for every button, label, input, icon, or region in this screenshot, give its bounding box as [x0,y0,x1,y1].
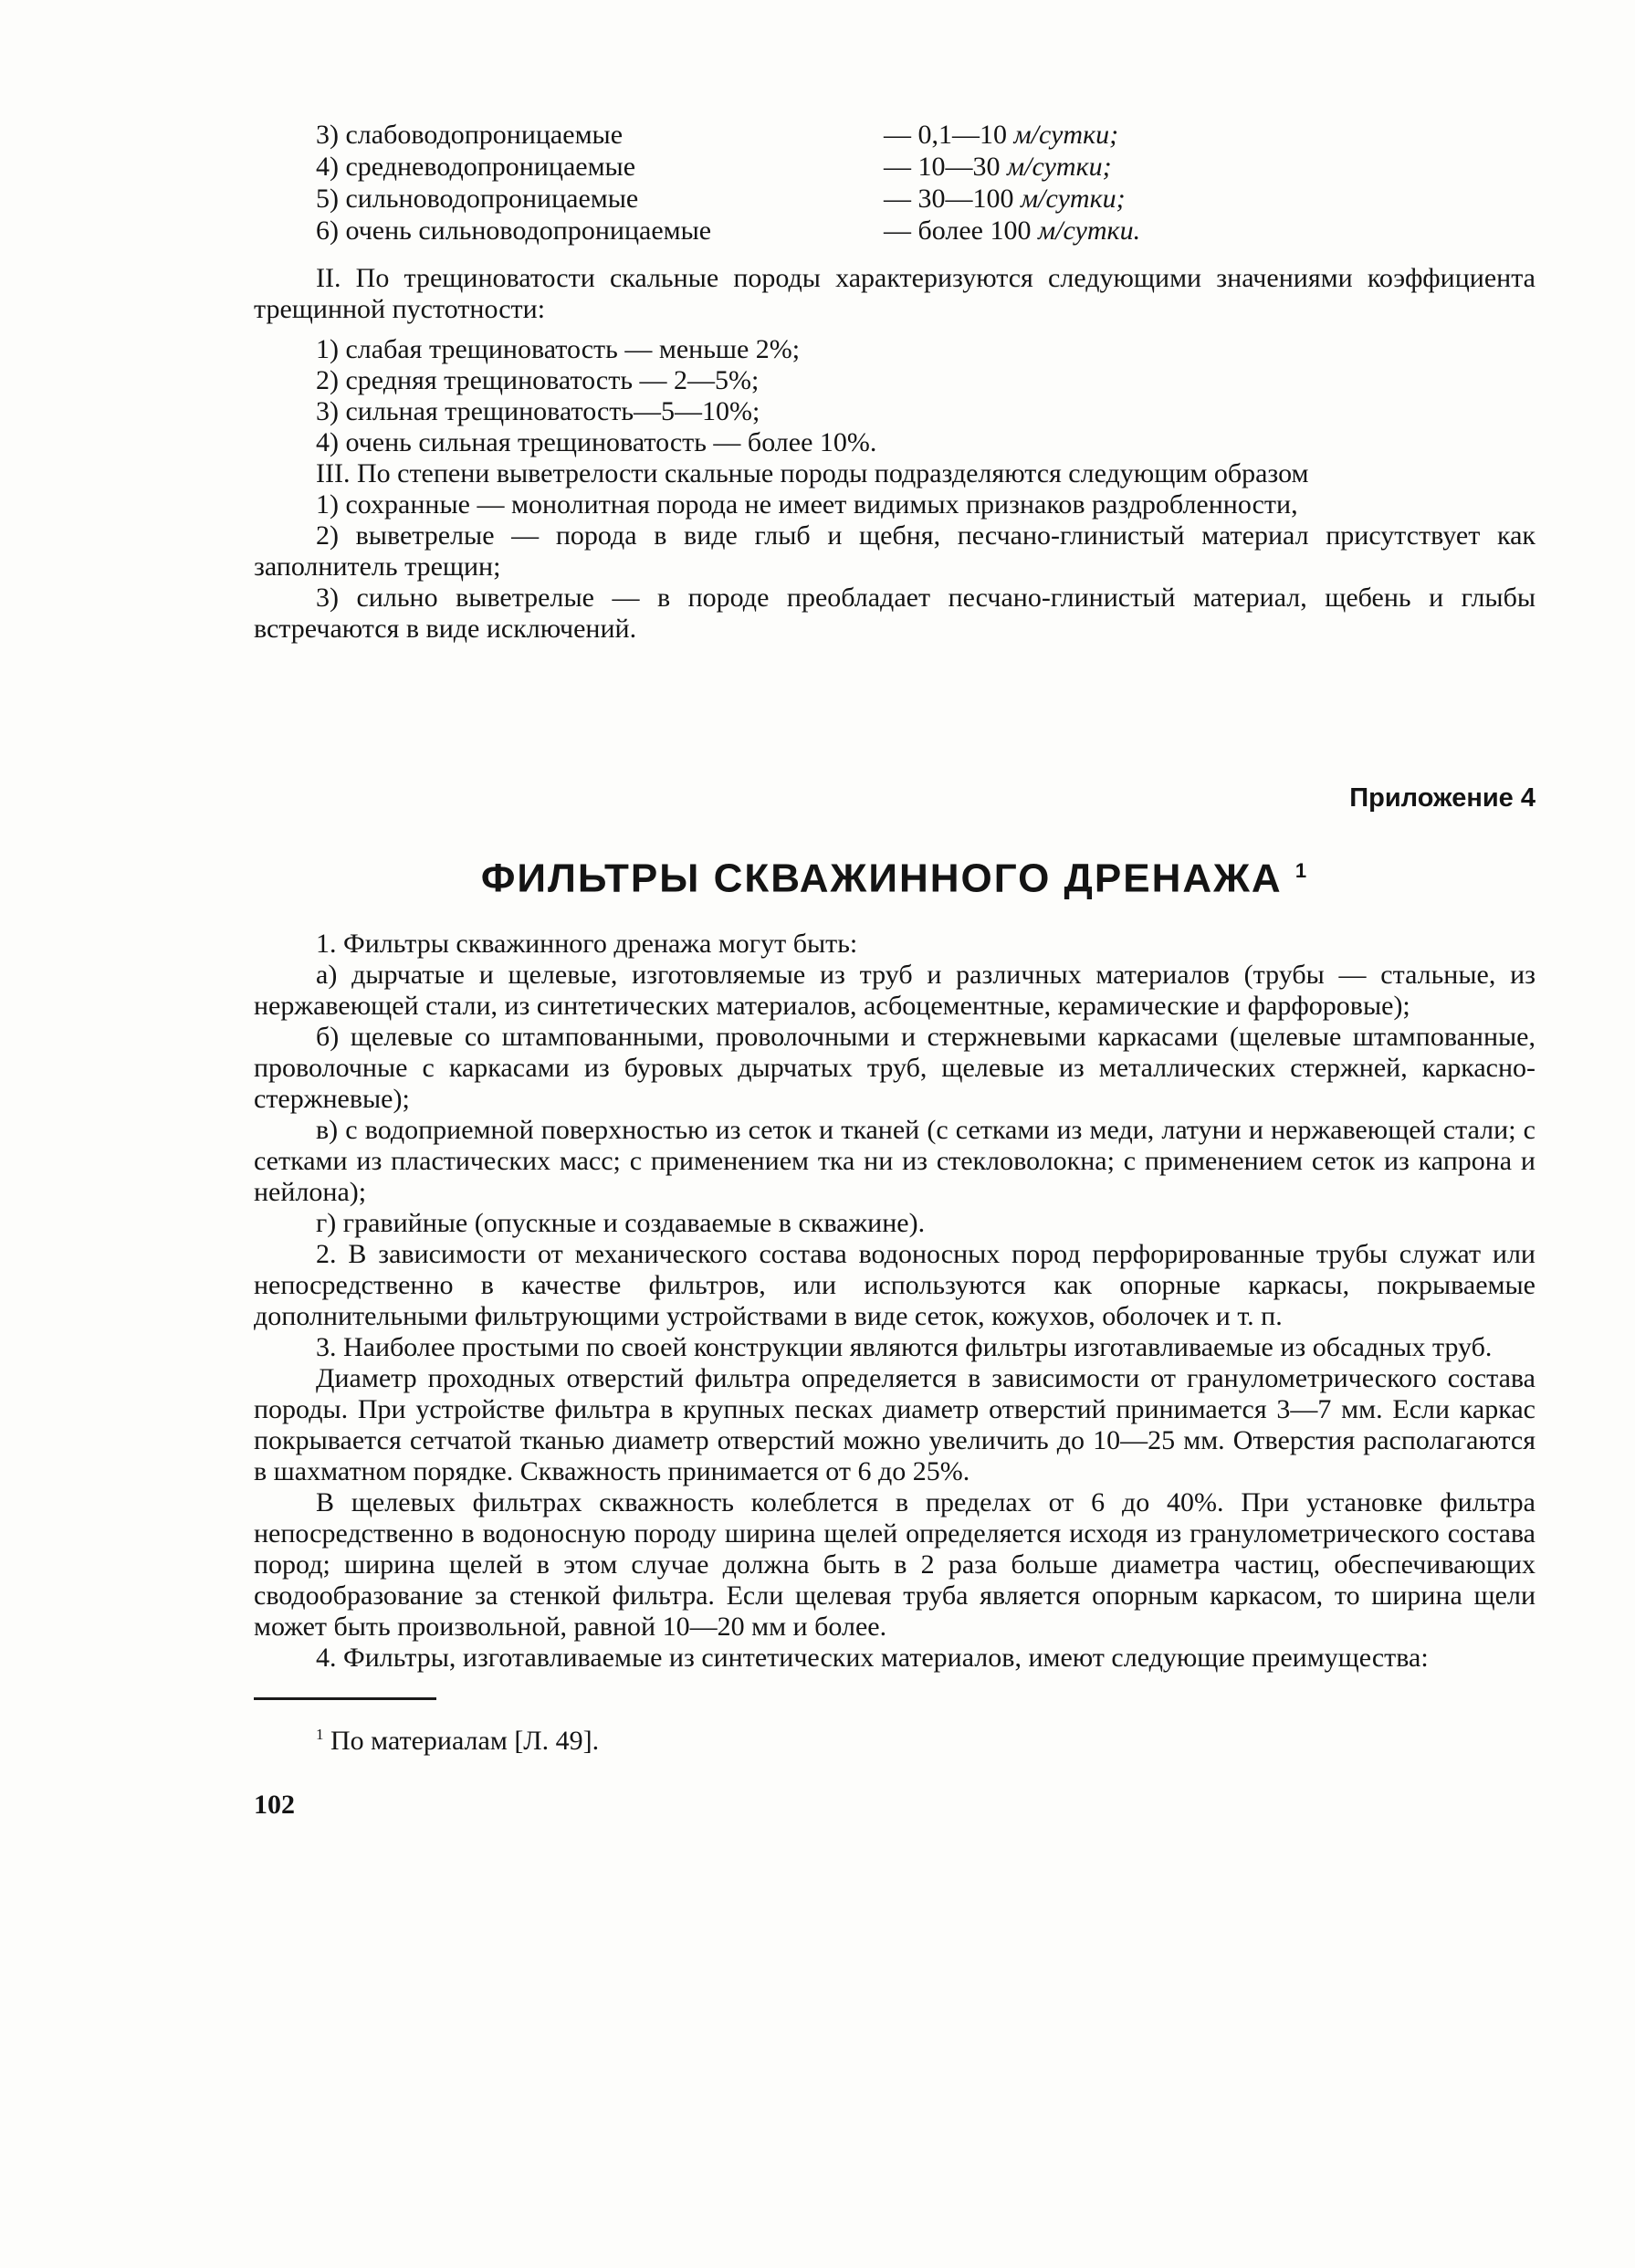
list-item [254,151,1535,183]
list-item-value: — 0,1—10 м/сутки; [884,120,1119,150]
permeability-list [254,119,1535,247]
fracture-list [254,334,1535,458]
list-item: 2) средняя трещиноватость — 2—5%; [316,365,760,395]
filters-intro: 1. Фильтры скважинного дренажа могут быть: [316,928,858,959]
list-item-value: — 10—30 м/сутки; [884,152,1112,182]
list-item [254,183,1535,215]
weathering-list [254,489,1535,645]
list-item: г) гравийные (опускные и создаваемые в скважине). [316,1207,926,1238]
list-item-term: 3) слабоводопроницаемые [316,120,624,150]
list-item-term: 5) сильноводопроницаемые [316,184,639,214]
list-item-value: — более 100 м/сутки. [884,215,1141,246]
appendix-label: Приложение 4 [1349,783,1535,813]
page-content [254,119,1535,1822]
footnote-mark: 1 [316,1725,324,1743]
footnote-ref: 1 [1294,859,1309,882]
list-item: 3) сильная трещиноватость—5—10%; [316,396,760,426]
list-item: 1) слабая трещиноватость — меньше 2%; [316,334,801,364]
weathering-intro: III. По степени выветрелости скальные породы подразделяются следующим образом [316,458,1309,488]
paragraph: В щелевых фильтрах скважность колеблется в пределах от 6 до 40%. При установке фильтра непосредственно в водоносную породу ширина щелей определяется исходя из гранулометрического состава пород; ширина щелей в этом случае должна быть в 2 раза больше диаметра частиц, обеспечивающих сводообразование за стенкой фильтра. Если щелевая труба является опорным каркасом, то ширина щели может быть произвольной, равной 10—20 мм и более. [254,1486,1535,1642]
list-item: 2) выветрелые — порода в виде глыб и щебня, песчано-глинистый материал присутствует как заполнитель трещин; [254,520,1535,582]
section-title: ФИЛЬТРЫ СКВАЖИННОГО ДРЕНАЖА $^1$ [480,856,1309,901]
list-item: 3) сильно выветрелые — в породе преобладает песчано-глинистый материал, щебень и глыбы встречаются в виде исключений. [254,583,1535,644]
paragraph: 4. Фильтры, изготавливаемые из синтетических материалов, имеют следующие преимущества: [316,1642,1429,1673]
page-number: 102 [254,1789,295,1820]
footnote-divider [254,1697,436,1700]
filter-types-list [254,960,1535,1239]
list-item-term: 6) очень сильноводопроницаемые [316,215,712,246]
paragraph: 2. В зависимости от механического состава водоносных пород перфорированные трубы служат или непосредственно в качестве фильтров, или используются как опорные каркасы, покрываемые дополнительными фильтрующими устройствами в виде сеток, кожухов, оболочек и т. п. [254,1238,1535,1331]
list-item: б) щелевые со штампованными, проволочными и стержневыми каркасами (щелевые штампованные, проволочные с каркасами из буровых дырчатых труб, щелевые из металлических стержней, каркасно-стержневые); [254,1021,1535,1114]
footnote: $^1$ По материалам [Л. 49]. [316,1725,600,1756]
paragraph: 3. Наиболее простыми по своей конструкции являются фильтры изготавливаемые из обсадных труб. [316,1331,1493,1362]
list-item: 4) очень сильная трещиноватость — более 10%. [316,427,877,457]
paragraph: Диаметр проходных отверстий фильтра определяется в зависимости от гранулометрического состава породы. При устройстве фильтра в крупных песках диаметр отверстий принимается 3—7 мм. Если каркас покрывается сетчатой тканью диаметр отверстий можно увеличить до 10—25 мм. Отверстия располагаются в шахматном порядке. Скважность принимается от 6 до 25%. [254,1362,1535,1486]
list-item: в) с водоприемной поверхностью из сеток и тканей (с сетками из меди, латуни и нержавеющей стали; с сетками из пластических масс; с применением тка ни из стекловолокна; с применением сеток из капрона и нейлона); [254,1114,1535,1207]
fracture-intro: II. По трещиноватости скальные породы характеризуются следующими значениями коэффициента трещинной пустотности: [254,263,1535,324]
list-item [254,119,1535,151]
list-item: 1) сохранные — монолитная порода не имеет видимых признаков раздробленности, [316,489,1298,520]
list-item: а) дырчатые и щелевые, изготовляемые из труб и различных материалов (трубы — стальные, из нержавеющей стали, из синтетических материалов, асбоцементные, керамические и фарфоровые); [254,959,1535,1021]
list-item-term: 4) средневодопроницаемые [316,152,636,182]
list-item [254,215,1535,247]
list-item-value: — 30—100 м/сутки; [884,184,1126,214]
